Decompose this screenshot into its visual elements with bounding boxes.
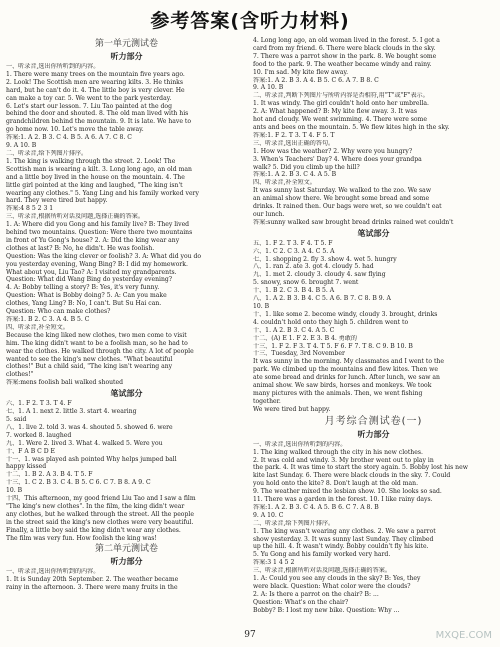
answer-line: 七、1. A 1. next 2. little 3. start 4. wearing bbox=[6, 408, 137, 416]
answer-line: Bobby? B: I lost my new bike. Question: Why ... bbox=[253, 606, 400, 614]
answer-line: many pictures with the animals. Then, we went fishing bbox=[253, 389, 423, 397]
answer-line: 2. A: Is there a parrot on the chair? B: ... bbox=[253, 590, 379, 598]
answer-line: you yesterday evening, Wang Bing? B: I did my homework. bbox=[6, 260, 188, 268]
answer-line: 十三、1. F 2. F 3. T 4. T 5. F 6. F 7. T 8. C 9. B 10. B bbox=[253, 342, 413, 350]
answer-line: 八、1. ran 2. ate 3. got 4. cloudy 5. had bbox=[253, 263, 374, 271]
answer-line: 答案:1. F 2. T 3. T 4. F 5. T bbox=[253, 131, 335, 139]
answer-line: clothes at last? B: No, he didn't. He was foolish. bbox=[6, 244, 155, 252]
answer-line: 八、1. live 2. told 3. was 4. shouted 5. showed 6. were bbox=[6, 423, 173, 431]
answer-line: 1. How was the weather? 2. Why were you hungry? bbox=[253, 147, 413, 155]
answer-line: 一、听录音,选出你所听到的内容。 bbox=[6, 568, 100, 576]
answer-line: 5. snowy, snow 6. brought 7. went bbox=[253, 279, 359, 287]
answer-line: 九、1. Were 2. lived 3. What 4. walked 5. Were you bbox=[6, 439, 163, 447]
answer-line: 答案:1. A 2. B 3. C 4. B 5. A 6. A 7. C 8. C bbox=[6, 134, 132, 142]
answer-line: 1. The king wasn't wearing any clothes. 2. We saw a parrot bbox=[253, 527, 436, 535]
watermark: MXQE.COM bbox=[435, 630, 492, 641]
answer-line: 10. B bbox=[253, 303, 270, 310]
answer-line: 十二、1. B 2. A 3. B 4. T 5. F bbox=[6, 471, 93, 479]
answer-line: show yesterday. 3. It was sunny last Sunday. They climbed bbox=[253, 535, 434, 543]
answer-line: 7. worked 8. laughed bbox=[6, 431, 72, 439]
answer-line: 1. The king is walking through the street. 2. Look! The bbox=[6, 157, 176, 165]
answer-line: 2. Look! The Scottish men are wearing kilts. 3. He thinks bbox=[6, 78, 183, 86]
answer-line: card from my friend. 6. There were black clouds in the sky. bbox=[253, 44, 436, 52]
answer-line: Question: What did Wang Bing do yesterday evening? bbox=[6, 276, 173, 284]
answer-line: 4. couldn't hold onto they high 5. children went to bbox=[253, 318, 409, 326]
answer-line: 十二、(A) E 1. F 2. E 3. B 4. 勇敢的 bbox=[253, 334, 358, 342]
section-title: 月考综合测试卷(一) bbox=[324, 415, 423, 427]
answer-line: It was sunny in the morning. My classmates and I went to the bbox=[253, 358, 444, 366]
answer-line: 十四、This afternoon, my good friend Liu Tao and I saw a film bbox=[6, 495, 196, 503]
answer-line: 7. There was a parrot show in the park. 8. We bought some bbox=[253, 52, 437, 60]
answer-line: 答案:sunny walked saw brought bread drinks rained wet couldn't bbox=[253, 218, 454, 226]
answer-line: 1. It was windy. The girl couldn't hold onto her umbrella. bbox=[253, 100, 429, 108]
answer-line: 五、1. F 2. T 3. F 4. T 5. F bbox=[253, 239, 333, 247]
answer-line: wearing any clothes." 5. Yang Ling and his family worked very bbox=[6, 189, 199, 197]
answer-line: 六、1. F 2. T 3. T 4. F bbox=[6, 400, 72, 408]
answer-line: Because the king liked new clothes, two men come to visit bbox=[6, 331, 187, 339]
answer-line: 6. Let's start our lesson. 7. Liu Tao painted at the dog bbox=[6, 102, 172, 110]
answer-line: 1. A: Could you see any clouds in the sky? B: Yes, they bbox=[253, 575, 421, 583]
answer-line: 九、1. met 2. cloudy 3. cloudy 4. saw flying bbox=[253, 271, 386, 279]
answer-line: the park. 4. It was time to start the story again. 5. Bobby lost his new bbox=[253, 464, 468, 472]
answer-line: wear the clothes. He walked through the city. A lot of people bbox=[6, 347, 194, 355]
answer-line: 9. A 10. C bbox=[253, 511, 284, 519]
answer-line: The film was very fun. How foolish the king was! bbox=[6, 534, 157, 542]
answer-line: Question: What's on the chair? bbox=[253, 598, 349, 606]
subsection-title: 听力部分 bbox=[357, 429, 390, 439]
content-columns bbox=[6, 37, 494, 647]
answer-line: 答案:1. A 2. B 3. C 4. A 5. B bbox=[253, 171, 337, 179]
answer-line: him. The king didn't want to be a foolish man, so he had to bbox=[6, 339, 188, 347]
answer-line: any clothes, but he walked through the street. All the people bbox=[6, 510, 194, 518]
answer-line: 十三、1. C 2. B 3. C 4. B 5. C 6. C 7. B 8. A 9. C bbox=[6, 479, 151, 487]
answer-line: 十三、Tuesday, 3rd November bbox=[253, 350, 345, 358]
answer-line: Question: Was the king clever or foolish? 3. A: What did you do bbox=[6, 252, 202, 260]
answer-line: 答案:3 1 4 5 2 bbox=[253, 559, 295, 567]
answer-line: hot and cloudy. We went swimming. 4. There were some bbox=[253, 116, 427, 124]
answer-line: 答案:1. A 2. B 3. C 4. A 5. B 6. C 7. A 8. B bbox=[253, 503, 379, 511]
answer-line: 4. Long long ago, an old woman lived in the forest. 5. I got a bbox=[253, 37, 440, 44]
subsection-title: 笔试部分 bbox=[110, 389, 143, 399]
answer-line: 10. I'm sad. My kite flew away. bbox=[253, 68, 349, 76]
answer-line: clothes, Yang Ling? B: No, I can't. But Su Hai can. bbox=[6, 300, 162, 308]
answer-line: park. We climbed up the mountains and flew kites. Then we bbox=[253, 366, 438, 374]
answer-line: ants and bees on the mountain. 5. We flew kites high in the sky. bbox=[253, 123, 450, 131]
answer-line: in the street said the king's new clothes were very beautiful. bbox=[6, 518, 194, 526]
answer-line: Question: Who can make clothes? bbox=[6, 308, 111, 316]
answer-line: clothes!" But a child said, "The king isn't wearing any bbox=[6, 363, 173, 371]
answer-line: 二、听录音,给下列图片排序。 bbox=[6, 149, 88, 157]
answer-line: grandchildren behind the mountain. 9. It is late. We have to bbox=[6, 118, 192, 126]
answer-line: together. bbox=[253, 397, 281, 405]
answer-line: 2. It was cold and windy. 3. My brother went out to play in bbox=[253, 456, 434, 464]
answer-line: 四、听录音,补全短文。 bbox=[253, 179, 316, 187]
answer-line: and a little boy lived in the house on the mountain. 4. The bbox=[6, 173, 185, 181]
answer-line: 11. There was a garden in the forest. 10. I like rainy days. bbox=[253, 496, 433, 504]
answer-line: 答案:1. A 2. B 3. A 4. B 5. C 6. A 7. B 8. C bbox=[253, 76, 379, 84]
answer-line: 4. A: Bobby telling a story? B: Yes, it's very funny. bbox=[6, 284, 160, 292]
answer-line: 1. The king walked through the city in his new clothes. bbox=[253, 448, 423, 456]
answer-line: 十、F A B C D E bbox=[6, 447, 55, 455]
answer-line: 9. The weather mixed the lesbian show. 10. She looks so sad. bbox=[253, 488, 442, 496]
answer-line: 9. A 10. B bbox=[253, 84, 284, 92]
answer-line: 5. said bbox=[6, 415, 27, 423]
answer-line: little girl pointed at the king and laughed, "The king isn't bbox=[6, 181, 183, 189]
answer-line: 三、听录音,根据所听对话及问题,选择正确的答案。 bbox=[253, 567, 391, 575]
answer-line: 四、听录音,补全短文。 bbox=[6, 323, 69, 331]
answer-line: 六、1. C 2. C 3. A 4. C 5. A bbox=[253, 247, 335, 255]
answer-line: We were tired but happy. bbox=[253, 405, 331, 413]
answer-line: wanted to see the king's new clothes. "What beautiful bbox=[6, 355, 173, 363]
answer-line: 1. It is Sunday 20th September. 2. The weather became bbox=[6, 576, 179, 584]
answer-line: were black. Question: What color were the clouds? bbox=[253, 583, 411, 590]
section-title: 第二单元测试卷 bbox=[94, 544, 158, 555]
answer-line: 十、1. like some 2. become windy, cloudy 3. brought, drinks bbox=[253, 310, 438, 318]
answer-line: Scottish man is wearing a kilt. 3. Long long ago, an old man bbox=[6, 165, 192, 173]
answer-line: 1. A: Where did you Gong and his family live? B: They lived bbox=[6, 221, 190, 229]
page-number: 97 bbox=[244, 630, 256, 640]
answer-line: walk? 5. Did you climb up the hill? bbox=[253, 163, 360, 171]
answer-line: "The king's new clothes". In the film, the king didn't wear bbox=[6, 502, 185, 510]
answer-line: 十、1. A 2. B 3. C 4. A 5. C bbox=[253, 326, 335, 334]
answer-line: 答案:1. B 2. C 3. A 4. B 5. C bbox=[6, 316, 90, 323]
answer-line: 一、听录音,选出你所听到的内容。 bbox=[253, 440, 347, 448]
answer-line: 十一、1. was played ash pointed Why helps jumped ball bbox=[6, 455, 177, 463]
subsection-title: 听力部分 bbox=[110, 52, 143, 61]
answer-line: ate some bread and drinks for lunch. After lunch, we saw an bbox=[253, 374, 440, 382]
answer-line: 二、听录音,给下列图片排序。 bbox=[253, 519, 335, 527]
answer-line: 5. Yu Gong and his family worked very hard. bbox=[253, 551, 391, 559]
answer-line: an animal show there. We brought some bread and some bbox=[253, 195, 430, 203]
answer-line: It was sunny last Saturday. We walked to the zoo. We saw bbox=[253, 187, 432, 195]
answer-line: our lunch. bbox=[253, 210, 285, 218]
answer-line: 答案:mens foolish bali walked shouted bbox=[6, 379, 123, 387]
answer-line: behind two mountains. Question: Were there two mountains bbox=[6, 229, 193, 237]
answer-line: 10. B bbox=[6, 487, 23, 495]
answer-line: 一、听录音,选出你所听到的内容。 bbox=[6, 63, 100, 70]
answer-line: rainy in the afternoon. 3. There were many fruits in the bbox=[6, 584, 178, 592]
answer-line: food to the park. 9. The weather became windy and rainy. bbox=[253, 60, 432, 68]
right-column bbox=[253, 37, 494, 647]
answer-line: 三、听录音,根据所听对话及问题,选择正确的答案。 bbox=[6, 213, 144, 221]
answer-line: 9. A 10. B bbox=[6, 142, 37, 150]
answer-line: 1. There were many trees on the mountain five years ago. bbox=[6, 70, 185, 78]
subsection-title: 笔试部分 bbox=[357, 228, 390, 238]
answer-line: hard. They were tired but happy. bbox=[6, 197, 108, 205]
answer-line: 3. When's Teachers' Day? 4. Where does your grandpa bbox=[253, 155, 422, 163]
answer-line: 答案:4 8 5 2 3 1 bbox=[6, 205, 54, 213]
answer-line: 二、听录音,判断下列图片与所听内容是否相符,用"T"或"F"表示。 bbox=[253, 92, 429, 100]
answer-line: 2. A: What happened? B: My kite flew away. 3. It was bbox=[253, 108, 418, 116]
answer-line: in front of Yu Gong's house? 2. A: Did the king wear any bbox=[6, 236, 180, 244]
answer-line: kite last Sunday. 6. There were black clouds in the sky. 7. Could bbox=[253, 472, 451, 480]
answer-line: animal show. We saw birds, horses and monkeys. We took bbox=[253, 382, 432, 390]
answer-line: Question: What is Bobby doing? 5. A: Can you make bbox=[6, 292, 167, 300]
page-title: 参考答案(含听力材料) bbox=[150, 10, 350, 32]
answer-line: can make a toy car. 5. We went to the park yesterday. bbox=[6, 94, 172, 102]
answer-line: Finally, a little boy said the king didn't wear any clothes. bbox=[6, 526, 181, 534]
answer-line: clothes!" bbox=[6, 371, 34, 379]
answer-line: drinks. It rained then. Our bags were wet, so we couldn't eat bbox=[253, 203, 442, 211]
answer-line: happy kissed bbox=[6, 463, 47, 471]
subsection-title: 听力部分 bbox=[110, 557, 143, 567]
answer-line: 三、听录音,选出正确的答句。 bbox=[253, 139, 335, 147]
answer-line: you hold onto the kite? 8. Don't laugh at the old man. bbox=[253, 480, 419, 488]
answer-line: 七、1. shopping 2. fly 3. show 4. wet 5. hungry bbox=[253, 255, 397, 263]
answer-line: hard, but he can't do it. 4. The little boy is very clever. He bbox=[6, 86, 185, 94]
answer-line: 十、1. B 2. C 3. B 4. B 5. A bbox=[253, 287, 335, 295]
answer-line: What about you, Liu Tao? A: I visited my grandparents. bbox=[6, 268, 177, 276]
answer-line: up the hill. 4. It wasn't windy. Bobby couldn't fly his kite. bbox=[253, 543, 429, 551]
section-title: 第一单元测试卷 bbox=[94, 39, 158, 49]
answer-line: go home now. 10. Let's move the table away. bbox=[6, 126, 144, 134]
left-column bbox=[6, 37, 247, 647]
answer-line: 八、1. A 2. B 3. B 4. C 5. A 6. B 7. C 8. B 9. A bbox=[253, 295, 391, 303]
answer-line: behind the door and shouted. 8. The old man lived with his bbox=[6, 110, 189, 118]
